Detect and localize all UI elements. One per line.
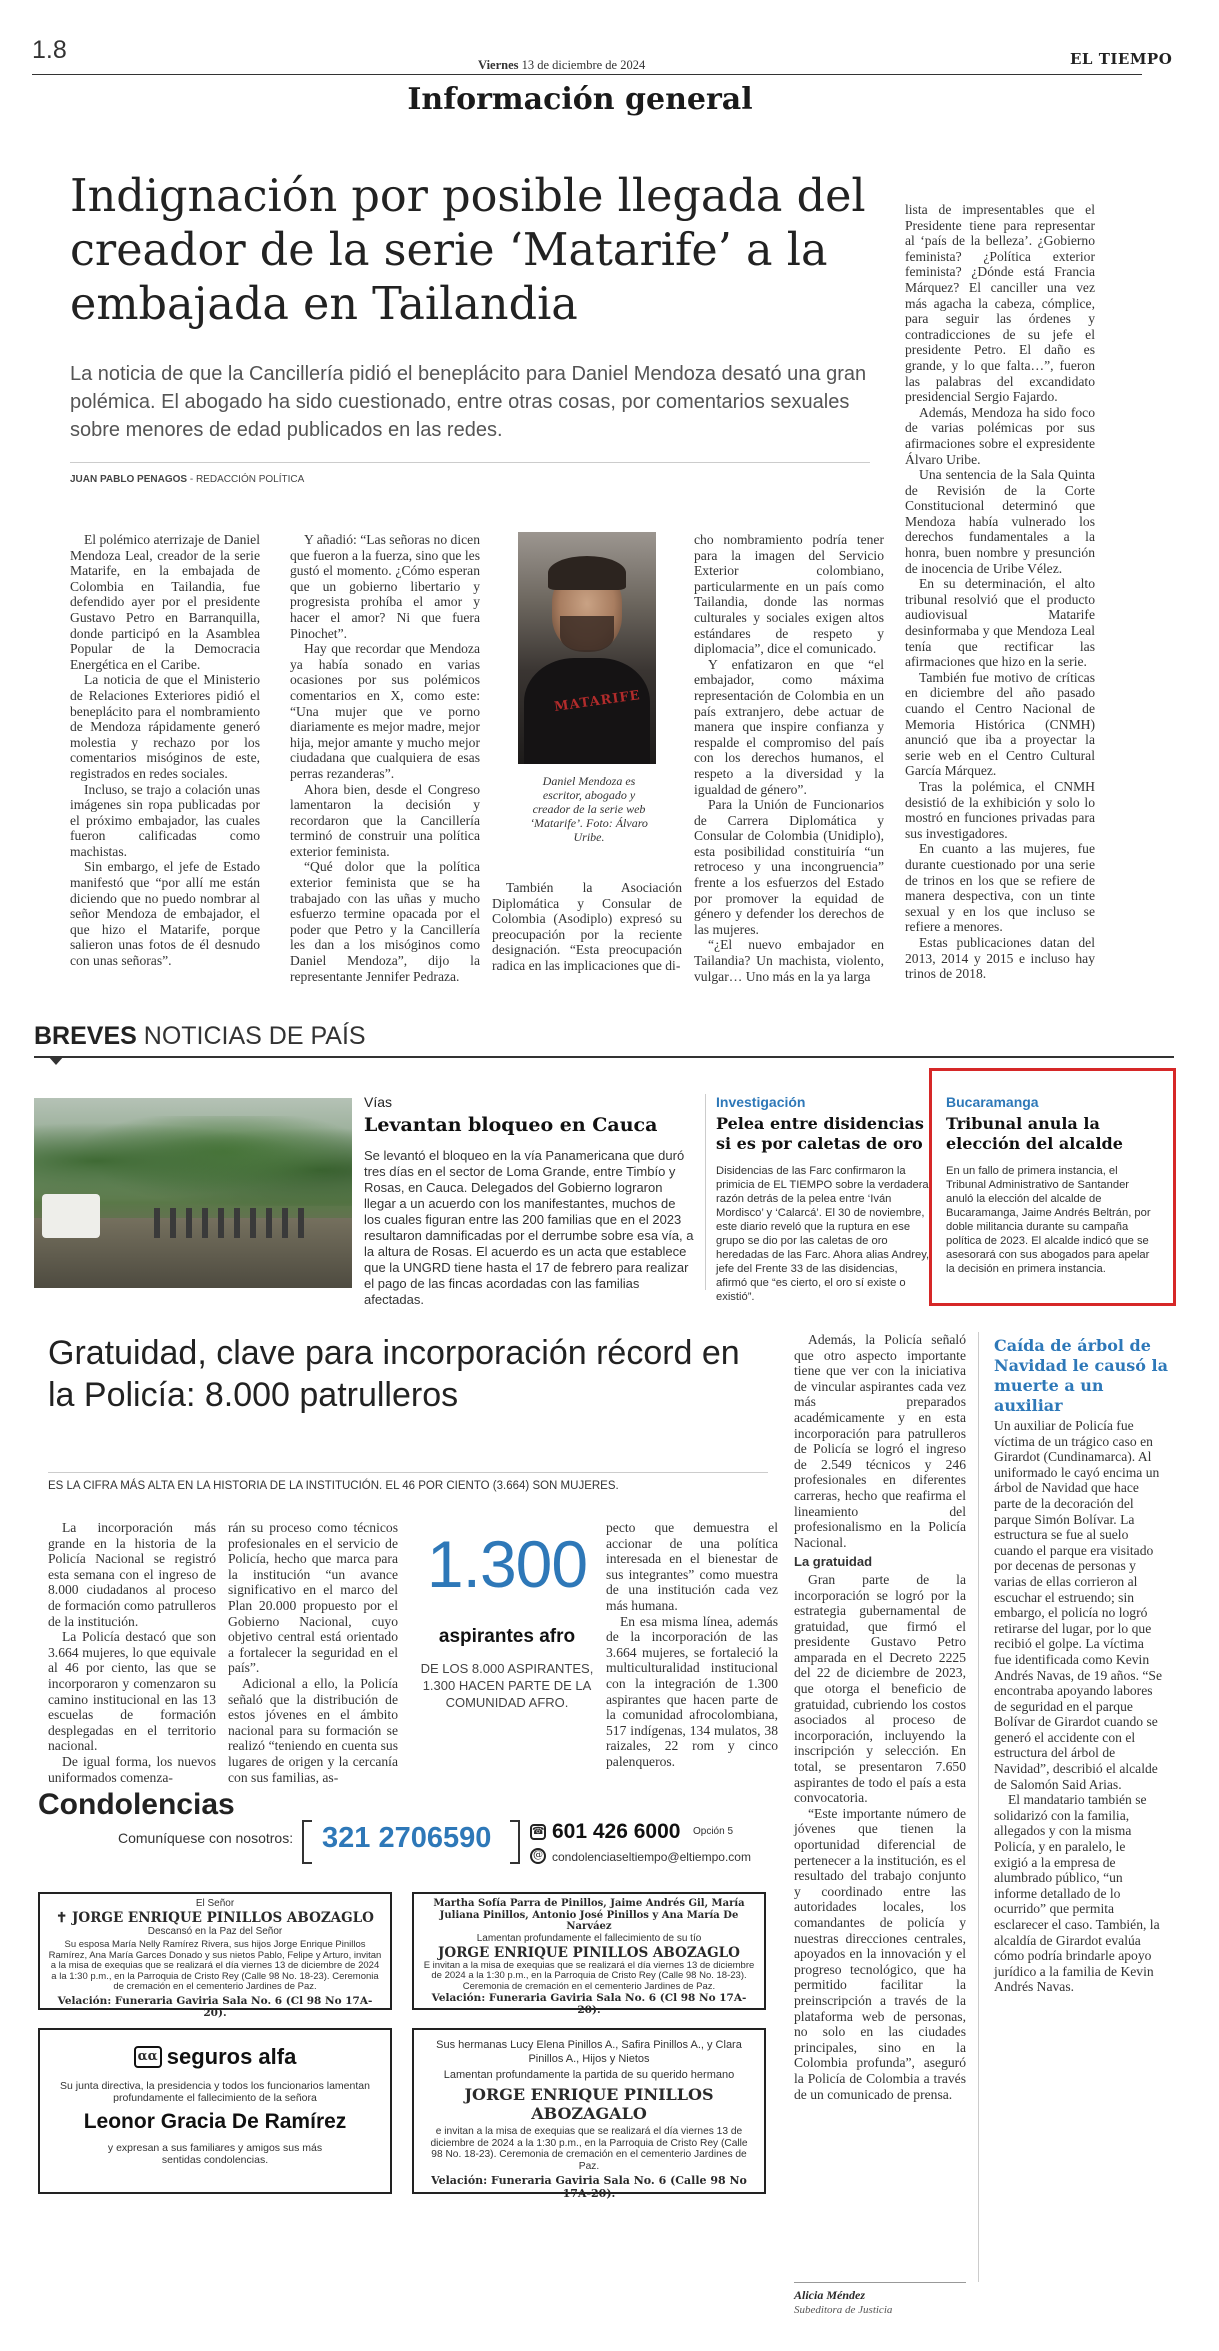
paragraph: Un auxiliar de Policía fue víctima de un trágico caso en Girardot (Cundinamarca). Al uniformado le cayó encima un árbol de Navidad que hace parte de la decoración del parque Simón Bolívar. La estructura se fue al suelo cuando el parque era visitado por decenas de personas y varias de ellas corrieron al escuchar el estruendo; sin embargo, el policía no logró retirarse del lugar, por lo que recibió el golpe. La víctima fue identificada como Kevin Andrés Navas, de 19 años. “Se encontraba apoyando labores de seguridad en el parque Bolívar de Girardot cuando se generó el accidente con el estructura del árbol de Navidad”, describió el alcalde de Salomón Said Arias. (994, 1418, 1162, 1792)
author-role: Subeditora de Justicia (794, 2304, 893, 2316)
paragraph: Incluso, se trajo a colación unas imágenes sin ropa publicadas por el próximo embajador, las cuales fueron calificadas como machistas. (70, 781, 260, 859)
paragraph: También la Asociación Diplomática y Consular de Colombia (Asodiplo) expresó su preocupación por la reciente designación. “Esta preocupación radica en las implicaciones que di- (492, 880, 682, 973)
notice1-rest: Descansó en la Paz del Señor (147, 1926, 283, 1937)
photo-shirt (524, 658, 650, 764)
paragraph: Además, la Policía señaló que otro aspecto importante tiene que ver con la iniciativa de vincular aspirantes cada vez más preparados académicamente y en esta incorporación para patrulleros de Policía se logró el ingreso de 2.549 técnicos y 246 profesionales en diferentes carreras, hecho que reafirma el lineamiento del profesionalismo en la Policía Nacional. (794, 1332, 966, 1550)
sidebar-divider (978, 1332, 979, 2282)
notice2-text: E invitan a la misa de exequias que se realizará el día viernes 13 de diciembre de 2024 a la 1:30 p.m., en la Parroquia de Cristo Rey (Calle 98 No. 18-23). Ceremonia de cremación en el cementerio Jardines de Paz. (423, 1959, 755, 1992)
breves-label-light: NOTICIAS DE PAÍS (143, 1022, 366, 1050)
paragraph: “Este importante número de jóvenes que tienen la oportunidad diferencial de pertenecer a la institución, es el resultado del trabajo conjunto y coordinado entre las autoridades locales, los comandantes de policía y nuestras direcciones centrales, apoyados en la innovación y el progreso tecnológico, que ha permitido facilitar la preinscripción a través de la plataforma web de personas, no solo en las ciudades principales, sino en la Colombia profunda”, aseguró la Policía de Colombia a través de un comunicado de prensa. (794, 1805, 966, 2102)
phone-mobile[interactable]: 321 2706590 (322, 1822, 492, 1854)
paragraph: En esa misma línea, además de la incorporación de las 3.664 mujeres, se fortaleció la multiculturalidad institucional con la integración de 1.300 aspirantes que hacen parte de la comunidad afrocolombiana, 517 indígenas, 134 mulatos, 38 raizales, 22 rom y cinco palenqueros. (606, 1613, 778, 1769)
bracket-right (510, 1820, 520, 1864)
phone-fixed[interactable]: 601 426 6000 (552, 1820, 681, 1843)
main-col-2 (290, 532, 480, 984)
condolencias-contact-label: Comuníquese con nosotros: (118, 1830, 294, 1846)
lead-rule (70, 462, 870, 463)
paragraph: cho nombramiento podría tener para la imagen del Servicio Exterior colombiano, particularmente en un país como Tailandia, donde las normas culturales y sociales exigen altos estándares de respeto y diplomacia”, dice el comunicado. (694, 532, 884, 657)
paragraph: “¿El nuevo embajador en Tailandia? Un machista, violento, vulgar… Uno más en la ya larga (694, 937, 884, 984)
notice4-footer: Velación: Funeraria Gaviria Sala No. 6 (Calle 98 No 17A-20). (431, 2174, 747, 2200)
paragraph: Sin embargo, el jefe de Estado manifestó que “por allí me están diciendo que no puedo nombrar al señor Mendoza de embajador, el que hizo el Matarife, porque salieron unas fotos de él desnudo con unas señoras”. (70, 859, 260, 969)
breve2-text: Disidencias de las Farc confirmaron la primicia de EL TIEMPO sobre la verdadera razón detrás de la pelea entre ‘Iván Mordisco’ y ‘Calarcá’. El 30 de noviembre, este diario reveló que la ruptura en ese grupo se dio por las caletas de oro heredadas de las Farc. Ahora alias Andrey, jefe del Frente 33 de las disidencias, afirmó que “es cierto, el oro sí existe o existió”. (716, 1165, 930, 1303)
main-col-5 (905, 202, 1095, 982)
paragraph: Tras la polémica, el CNMH desistió de la exhibición y solo lo mostró en funciones privadas para sus investigadores. (905, 778, 1095, 841)
breve1-text: Se levantó el bloqueo en la vía Panamericana que duró tres días en el sector de Loma Grande, entre Timbío y Rosas, en Cauca. Delegados del Gobierno lograron llegar a un acuerdo con los manifestantes, muchos de los cuales figuran entre las 200 familias que en el 2023 resultaron damnificadas por el derrumbe sobre esa vía, a la altura de Rosas. El acuerdo es un acta que establece que la UNGRD tiene hasta el 17 de febrero para realizar el pago de las fincas acordadas con las familias afectadas. (364, 1148, 694, 1307)
big-number-sub: DE LOS 8.000 ASPIRANTES, 1.300 HACEN PARTE DE LA COMUNIDAD AFRO. (420, 1661, 594, 1710)
breves-header (34, 1022, 366, 1051)
notice2-lament: Lamentan profundamente el fallecimiento de su tío (476, 1932, 702, 1944)
page-number: 1.8 (32, 36, 67, 64)
paragraph: Y enfatizaron en que “el embajador, como máxima representación de Colombia en un país extranjero, debe actuar de manera que inspire confianza y respalde el compromiso del país con los derechos humanos, el respeto a la diversidad y la igualdad de género”. (694, 656, 884, 797)
sidebar-headline: Caída de árbol de Navidad le causó la muerte a un auxiliar (994, 1336, 1168, 1415)
breve1-kicker: Vías (364, 1094, 393, 1110)
paragraph: Además, Mendoza ha sido foco de varias polémicas por sus afirmaciones sobre el expresidente Álvaro Uribe. (905, 404, 1095, 467)
second-col-4 (794, 1332, 966, 2102)
issue-date (478, 58, 645, 73)
condolencias-title: Condolencias (38, 1788, 235, 1821)
section-title: Información general (407, 82, 753, 117)
photo-shirt-text: MATARIFE (553, 688, 642, 715)
photo-people (154, 1208, 304, 1238)
condolencias-email[interactable]: condolenciaseltiempo@eltiempo.com (552, 1850, 751, 1864)
breve2-kicker: Investigación (716, 1094, 806, 1110)
col-subhead: La gratuidad (794, 1554, 873, 1570)
header-rule (32, 74, 1142, 75)
paragraph: Y añadió: “Las señoras no dicen que fueron a la fuerza, sino que les gustó el momento. ¿Cómo esperan que un gobierno libertario y progresista prohíba el amor y hacer el amor? Ni que fuera Pinochet”. (290, 532, 480, 641)
paragraph: “Qué dolor que la política exterior feminista que se ha trabajado con las uñas y mucho esfuerzo termine opacada por el poder que Petro y la Cancillería les dan a los misóginos como Daniel Mendoza”, dijo la representante Jennifer Pedraza. (290, 859, 480, 984)
byline-section: - REDACCIÓN POLÍTICA (187, 474, 305, 485)
main-col-3 (492, 880, 682, 974)
notice4-name: JORGE ENRIQUE PINILLOS ABOZAGALO (464, 2085, 714, 2123)
paragraph: Adicional a ello, la Policía señaló que la distribución de estos jóvenes en el ámbito nacional para su formación se realizó “teniendo en cuenta sus lugares de origen y la cercanía con sus familias, as- (228, 1675, 398, 1785)
breves-rule-notch (48, 1056, 64, 1065)
phone-option: Opción 5 (693, 1826, 734, 1837)
breves-divider-1 (705, 1094, 706, 1290)
notice1-text: Su esposa María Nelly Ramírez Rivera, sus hijos Jorge Enrique Pinillos Ramírez, Ana María Garces Donado y sus nietos Pablo, Felipe y Arturo, invitan a la misa de exequias que se realizará el día viernes 13 de diciembre de 2024 a la 1:30 p.m., en la Parroquia de Cristo Rey (Calle 98 No. 18-23). Ceremonia de cremación en el cementerio Jardines de Paz. (48, 1939, 382, 1992)
paragraph: La incorporación más grande en la historia de la Policía Nacional se registró esta semana con el ingreso de 8.000 ciudadanos al proceso de formación como patrulleros de la institución. (48, 1520, 216, 1629)
paragraph: Una sentencia de la Sala Quinta de Revisión de la Corte Constitucional determinó que Mendoza había vulnerado los derechos fundamentales a la honra, buen nombre y presunción de inocencia de Uribe Vélez. (905, 467, 1095, 576)
paragraph: rán su proceso como técnicos profesionales en el servicio de Policía, hecho que marca para la institución “un avance significativo en el marco del Plan 20.000 propuesto por el Gobierno Nacional, cuyo objetivo central está orientado a fortalecer la seguridad en el país”. (228, 1520, 398, 1676)
paragraph: Ahora bien, desde el Congreso lamentaron la decisión y recordaron que la Cancillería terminó de construir una política exterior feminista. (290, 781, 480, 859)
paragraph: La Policía destacó que son 3.664 mujeres, lo que equivale al 46 por ciento, las que se incorporaron y comenzaron su camino institucional en las 13 escuelas de formación desplegadas en el territorio nacional. (48, 1629, 216, 1754)
notice3-text: Su junta directiva, la presidencia y todos los funcionarios lamentan profundamente el fallecimiento de la señora (60, 2080, 370, 2104)
author-rule (794, 2282, 966, 2283)
big-number-label: aspirantes afro (438, 1626, 576, 1647)
second-col-2 (228, 1520, 398, 1785)
main-col-1 (70, 532, 260, 969)
breves-rule (34, 1056, 1174, 1058)
byline-author: JUAN PABLO PENAGOS (70, 474, 188, 485)
second-col-1 (48, 1520, 216, 1785)
breve3-text: En un fallo de primera instancia, el Tribunal Administrativo de Santander anuló la elección del alcalde de Bucaramanga, Jaime Andrés Beltrán, por doble militancia durante su campaña política de 2023. El alcalde indicó que se asesorará con sus abogados para apelar la decisión en primera instancia. (946, 1165, 1151, 1275)
mendoza-photo (518, 532, 656, 764)
paragraph: lista de impresentables que el Presidente tiene para representar al ‘país de la belleza’. ¿Gobierno feminista? ¿Política exterior feminista? ¿Dónde está Francia Márquez? El canciller una vez más agacha la cabeza, cómplice, para seguir las órdenes y contradicciones de su jefe el presidente Petro. El daño es grande, y lo que falta…”, fueron las palabras del excandidato presidencial Sergio Fajardo. (905, 202, 1095, 405)
cauca-photo (34, 1098, 352, 1288)
notice3-rest: y expresan a sus familiares y amigos sus más sentidas condolencias. (107, 2142, 323, 2166)
paragraph: Gran parte de la incorporación se logró por la estrategia gubernamental de gratuidad, que firmó el presidente Gustavo Petro amparada en el Decreto 2225 del 22 de diciembre de 2023, que otorga el beneficio de gratuidad, cubriendo los costos asociados al proceso de incorporación, incluyendo la inscripción y selección. En total, se presentaron 7.650 aspirantes de todo el país a esta convocatoria. (794, 1571, 966, 1806)
main-col-4 (694, 532, 884, 984)
seguros-alfa-logo (54, 2044, 376, 2070)
photo-beard (560, 616, 614, 652)
breve1-title: Levantan bloqueo en Cauca (364, 1114, 658, 1136)
second-col-3 (606, 1520, 778, 1770)
alfa-logo-text: seguros alfa (166, 2044, 297, 2069)
notice2-footer: Velación: Funeraria Gaviria Sala No. 6 (Cl 98 No 17A-20). (431, 1992, 747, 2016)
paragraph: Estas publicaciones datan del 2013, 2014 y 2015 e incluso hay trinos de 2018. (905, 934, 1095, 982)
photo-caption: Daniel Mendoza es escritor, abogado y creador de la serie web ‘Matarife’. Foto: Álvaro Uribe. (530, 774, 648, 844)
paragraph: La noticia de que el Ministerio de Relaciones Exteriores pidió el beneplácito para el nombramiento de Mendoza rápidamente generó molestia y rechazo por los comentarios misóginos de este, registrados en redes sociales. (70, 672, 260, 781)
paragraph: El polémico aterrizaje de Daniel Mendoza Leal, creador de la serie Matarife, en la embajada de Colombia en Tailandia, fue defendido ayer por el presidente Gustavo Petro en Barranquilla, donde participó en la Asamblea Popular de la Democracia Energética en el Caribe. (70, 532, 260, 672)
condolence-notice-3 (38, 2028, 392, 2194)
second-rule (48, 1472, 768, 1473)
condolence-notice-4 (412, 2028, 766, 2200)
author-name: Alicia Méndez (794, 2288, 865, 2302)
email-icon: @ (530, 1848, 546, 1864)
paragraph: pecto que demuestra el accionar de una política interesada en el bienestar de sus integrantes” como muestra de una institución cada vez más humana. (606, 1520, 778, 1613)
breve3-kicker: Bucaramanga (946, 1094, 1039, 1110)
brand-logo: EL TIEMPO (1070, 50, 1173, 68)
main-lead: La noticia de que la Cancillería pidió el beneplácito para Daniel Mendoza desató una gran polémica. El abogado ha sido cuestionado, entre otras cosas, por comentarios sexuales sobre menores de edad publicados en las redes. (70, 363, 867, 441)
issue-date-rest: 13 de diciembre de 2024 (521, 58, 646, 72)
notice1-prefix: El Señor (195, 1898, 235, 1909)
notice4-text: e invitan a la misa de exequias que se realizará el día viernes 13 de diciembre de 2024 a la 1:30 p.m., en la Parroquia de Cristo Rey (Calle 98 No. 18-23). Ceremonia de cremación en el cementerio Jardines de Paz. (430, 2126, 748, 2172)
photo-truck (42, 1194, 100, 1238)
bracket-left (302, 1820, 312, 1864)
second-headline: Gratuidad, clave para incorporación récord en la Policía: 8.000 patrulleros (48, 1334, 740, 1414)
phone-icon: ☎ (530, 1824, 546, 1840)
notice4-names: Sus hermanas Lucy Elena Pinillos A., Safira Pinillos A., y Clara Pinillos A., Hijos y Nietos (436, 2039, 742, 2065)
breve2-title: Pelea entre disidencias si es por caletas de oro (716, 1114, 924, 1153)
notice3-name: Leonor Gracia De Ramírez (83, 2110, 347, 2133)
notice1-name-text: JORGE ENRIQUE PINILLOS ABOZAGLO (72, 1910, 374, 1926)
notice1-footer: Velación: Funeraria Gaviria Sala No. 6 (Cl 98 No 17A-20). (57, 1994, 373, 2019)
alfa-logo-icon: αα (134, 2046, 162, 2068)
condolence-notice-2 (412, 1892, 766, 2016)
paragraph: Para la Unión de Funcionarios de Carrera Diplomática y Consular de Colombia (Unidiplo), esta posibilidad constituiría “un retroceso y una incongruencia” frente a los esfuerzos del Estado por promover la equidad de género y defender los derechos de las mujeres. (694, 797, 884, 937)
paragraph: En su determinación, el alto tribunal resolvió que el producto audiovisual Matarife desinformaba y que Mendoza Leal tenía que rectificar las afirmaciones que hizo en la serie. (905, 576, 1095, 670)
sidebar-text (994, 1418, 1162, 1995)
notice1-name: ✝ JORGE ENRIQUE PINILLOS ABOZAGLO (56, 1910, 374, 1926)
notice4-lament: Lamentan profundamente la partida de su querido hermano (443, 2069, 735, 2081)
breves-label-bold: BREVES (34, 1022, 137, 1050)
paragraph: También fue motivo de críticas en diciembre del año pasado cuando el Centro Nacional de Memoria Histórica (CNMH) anunció que iba a proyectar la serie web en el Centro Cultural García Márquez. (905, 669, 1095, 779)
photo-trees (34, 1116, 352, 1206)
paragraph: De igual forma, los nuevos uniformados comenza- (48, 1753, 216, 1785)
notice2-name: JORGE ENRIQUE PINILLOS ABOZAGLO (438, 1944, 740, 1961)
second-subtitle: ES LA CIFRA MÁS ALTA EN LA HISTORIA DE LA INSTITUCIÓN. EL 46 POR CIENTO (3.664) SON MUJERES. (48, 1480, 619, 1492)
byline (70, 474, 304, 485)
paragraph: En cuanto a las mujeres, fue durante cuestionado por una serie de trinos en los que se refiere de manera despectiva, con un tinte sexual y en los que incluso se refiere a menores. (905, 841, 1095, 935)
photo-hair (548, 556, 626, 590)
big-number: 1.300 (426, 1527, 588, 1601)
breve3-title: Tribunal anula la elección del alcalde (946, 1114, 1123, 1153)
condolence-notice-1 (38, 1892, 392, 2019)
notice2-names: Martha Sofía Parra de Pinillos, Jaime Andrés Gil, María Juliana Pinillos, Antonio José Pinillos y Ana María De Narváez (433, 1898, 745, 1932)
paragraph: Hay que recordar que Mendoza ya había sonado en varias ocasiones por sus polémicos comentarios en X, como este: “Una mujer que ve porno diariamente es mejor madre, mejor hija, mejor amante y mucho mejor ciudadana que cualquiera de esas perras rezanderas”. (290, 641, 480, 781)
paragraph: El mandatario también se solidarizó con la familia, allegados y con la misma Policía, y en paralelo, le exigió a la empresa de alumbrado público, “un informe detallado de lo ocurrido” que permita esclarecer el caso. También, la alcaldía de Girardot evalúa cómo podría brindarle apoyo jurídico a la familia de Kevin Andrés Navas. (994, 1792, 1160, 1995)
main-headline: Indignación por posible llegada del creador de la serie ‘Matarife’ a la embajada en Tailandia (70, 171, 866, 330)
issue-day: Viernes (478, 58, 519, 72)
